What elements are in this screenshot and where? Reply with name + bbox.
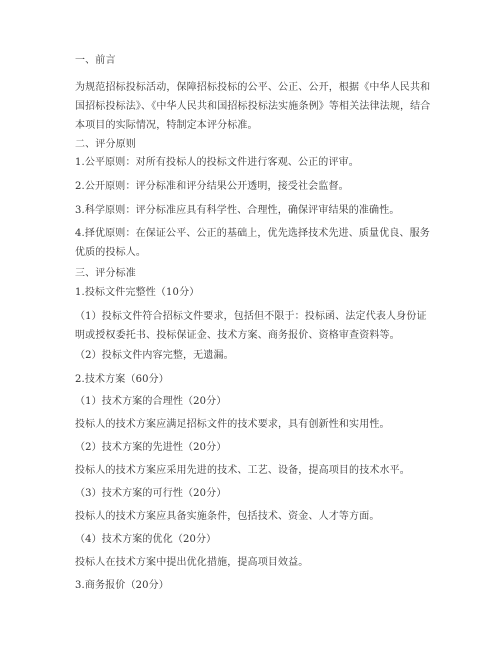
section-heading-criteria: 三、评分标准 <box>75 268 136 279</box>
criterion-technical-feasibility-text: 投标人的技术方案应具备实施条件，包括技术、资金、人才等方面。 <box>75 511 380 522</box>
preface-paragraph: 为规范招标投标活动，保障招标投标的公平、公正、公开，根据《中华人民共和国招标投标法》、《中华人民共和国招标投标法实施条例》等相关法律法规，结合本项目的实际情况，特制定本评分标准。 <box>75 82 431 131</box>
criterion-technical-rationality: （1）技术方案的合理性（20分） <box>75 396 227 407</box>
principle-item-open: 2.公开原则：评分标准和评分结果公开透明，接受社会监督。 <box>75 181 349 192</box>
criterion-completeness-item-1: （1）投标文件符合招标文件要求，包括但不限于：投标函、法定代表人身份证明或授权委托书、投标保证金、技术方案、商务报价、资格审查资料等。 <box>75 311 427 341</box>
section-heading-principles: 二、评分原则 <box>75 139 136 150</box>
criterion-completeness: 1.投标文件完整性（10分） <box>75 287 200 298</box>
criterion-technical-advanced: （2）技术方案的先进性（20分） <box>75 442 227 453</box>
principle-item-fair: 1.公平原则：对所有投标人的投标文件进行客观、公正的评审。 <box>75 157 359 168</box>
principle-item-merit: 4.择优原则：在保证公平、公正的基础上，优先选择技术先进、质量优良、服务优质的投标人。 <box>75 228 430 258</box>
criterion-technical-feasibility: （3）技术方案的可行性（20分） <box>75 488 227 499</box>
criterion-commercial: 3.商务报价（20分） <box>75 580 169 591</box>
criterion-completeness-item-2: （2）投标文件内容完整，无遗漏。 <box>75 350 234 361</box>
criterion-technical-advanced-text: 投标人的技术方案应采用先进的技术、工艺、设备，提高项目的技术水平。 <box>75 465 410 476</box>
section-heading-preface: 一、前言 <box>75 55 116 66</box>
criterion-technical-optimization-text: 投标人在技术方案中提出优化措施，提高项目效益。 <box>75 557 309 568</box>
criterion-technical-optimization: （4）技术方案的优化（20分） <box>75 534 217 545</box>
criterion-technical-rationality-text: 投标人的技术方案应满足招标文件的技术要求，具有创新性和实用性。 <box>75 419 390 430</box>
principle-item-scientific: 3.科学原则：评分标准应具有科学性、合理性，确保评审结果的准确性。 <box>75 205 400 216</box>
criterion-technical: 2.技术方案（60分） <box>75 374 169 385</box>
